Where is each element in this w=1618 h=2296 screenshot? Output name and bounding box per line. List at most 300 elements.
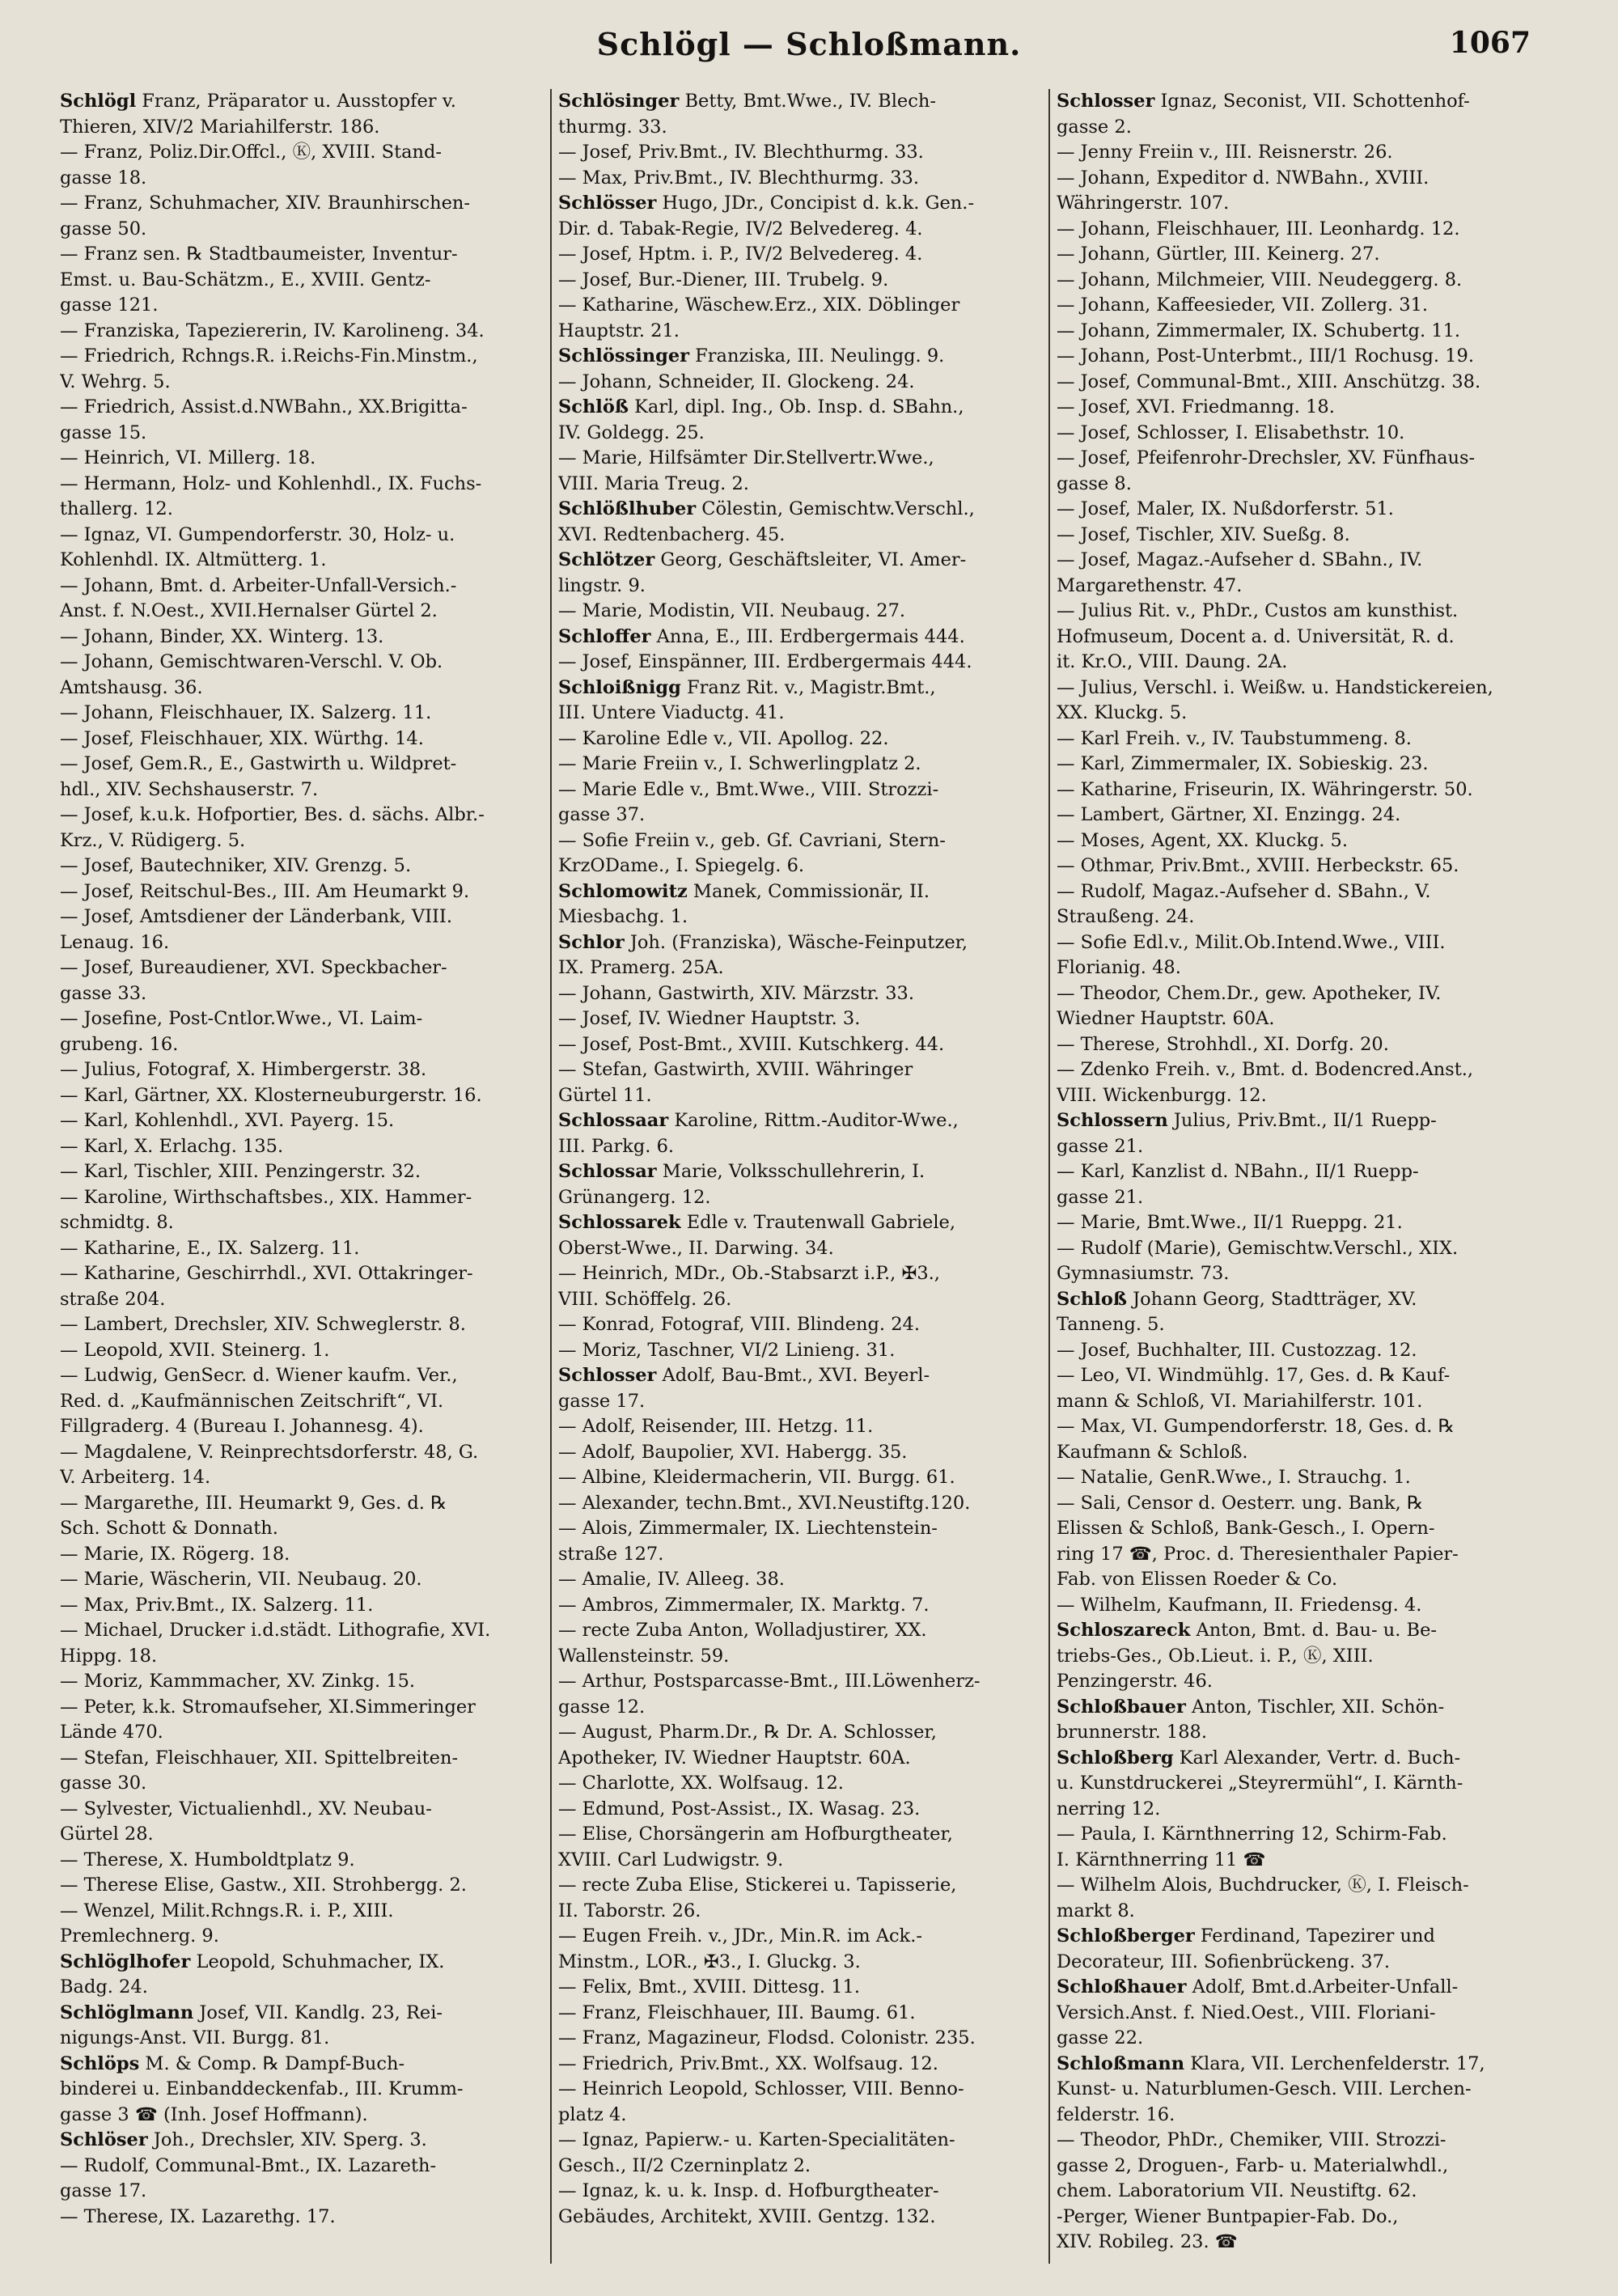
entry-text: — Sylvester, Victualienhdl., XV. Neubau-	[60, 1798, 432, 1819]
directory-line	[558, 472, 1032, 498]
directory-line	[60, 89, 534, 115]
directory-line	[558, 370, 1032, 396]
surname-heading: Schlöps	[60, 2052, 140, 2074]
directory-line	[558, 1746, 1032, 1772]
surname-heading: Schloßberg	[1057, 1747, 1174, 1769]
directory-line	[558, 828, 1032, 854]
entry-text: Apotheker, IV. Wiedner Hauptstr. 60A.	[558, 1747, 911, 1769]
entry-text: triebs-Ges., Ob.Lieut. i. P., Ⓚ, XIII.	[1057, 1645, 1374, 1667]
directory-line	[558, 140, 1032, 166]
directory-line	[1057, 1848, 1531, 1874]
directory-line	[1057, 115, 1531, 141]
directory-line	[1057, 1108, 1531, 1134]
directory-line	[558, 268, 1032, 294]
entry-text: Wiedner Hauptstr. 60A.	[1057, 1008, 1275, 1029]
directory-line	[1057, 727, 1531, 752]
entry-text: — Albine, Kleidermacherin, VII. Burgg. 61.	[558, 1467, 955, 1488]
directory-line	[60, 599, 534, 625]
entry-text: — Karoline Edle v., VII. Apollog. 22.	[558, 727, 889, 749]
directory-line	[60, 2001, 534, 2027]
entry-text: VIII. Wickenburgg. 12.	[1057, 1084, 1267, 1106]
surname-heading: Schlössinger	[558, 345, 690, 366]
entry-text: Red. d. „Kaufmännischen Zeitschrift“, VI.	[60, 1390, 444, 1412]
entry-text: XVIII. Carl Ludwigstr. 9.	[558, 1849, 784, 1870]
directory-line	[60, 446, 534, 472]
entry-text: — Josef, Amtsdiener der Länderbank, VIII.	[60, 906, 452, 927]
directory-line	[558, 1236, 1032, 1262]
entry-text: — Johann, Zimmermaler, IX. Schubertg. 11.	[1057, 320, 1461, 341]
directory-line	[1057, 1159, 1531, 1185]
entry-text: — Therese, X. Humboldtplatz 9.	[60, 1849, 355, 1870]
directory-line	[60, 727, 534, 752]
directory-line	[60, 395, 534, 421]
directory-line	[60, 2205, 534, 2230]
directory-line	[60, 523, 534, 549]
directory-line	[558, 879, 1032, 905]
directory-line	[1057, 1363, 1531, 1389]
entry-text: XVI. Redtenbacherg. 45.	[558, 523, 786, 545]
directory-line	[558, 1057, 1032, 1083]
entry-text: — Stefan, Fleischhauer, XII. Spittelbreiten-	[60, 1747, 459, 1769]
entry-text: — Josef, Pfeifenrohr-Drechsler, XV. Fünfhaus-	[1057, 447, 1476, 468]
directory-line	[1057, 803, 1531, 828]
entry-text: Thieren, XIV/2 Mariahilferstr. 186.	[60, 116, 380, 138]
directory-line	[558, 1083, 1032, 1109]
directory-line	[1057, 1975, 1531, 2001]
entry-text: — Wenzel, Milit.Rchngs.R. i. P., XIII.	[60, 1900, 394, 1921]
entry-text: — Adolf, Reisender, III. Hetzg. 11.	[558, 1416, 874, 1437]
directory-line	[558, 1210, 1032, 1236]
directory-line	[60, 1516, 534, 1542]
directory-line	[1057, 242, 1531, 268]
entry-text: KrzODame., I. Spiegelg. 6.	[558, 855, 805, 876]
entry-text: — Therese, IX. Lazarethg. 17.	[60, 2205, 336, 2227]
entry-text: Premlechnerg. 9.	[60, 1925, 219, 1947]
entry-text: Hofmuseum, Docent a. d. Universität, R. d.	[1057, 625, 1455, 647]
directory-line	[558, 904, 1032, 930]
surname-heading: Schloßhauer	[1057, 1976, 1187, 1997]
directory-line	[60, 1924, 534, 1950]
directory-line	[1057, 2052, 1531, 2078]
page-header	[49, 26, 1569, 74]
entry-text: — Johann, Post-Unterbmt., III/1 Rochusg. 19.	[1057, 345, 1474, 366]
directory-line	[558, 1491, 1032, 1517]
entry-text: — Sofie Edl.v., Milit.Ob.Intend.Wwe., VIII.	[1057, 931, 1446, 953]
directory-line	[1057, 1797, 1531, 1823]
surname-heading: Schlößlhuber	[558, 498, 697, 519]
entry-text: Penzingerstr. 46.	[1057, 1671, 1213, 1692]
entry-text: — Josef, Magaz.-Aufseher d. SBahn., IV.	[1057, 549, 1423, 570]
directory-line	[60, 140, 534, 166]
entry-text: gasse 121.	[60, 294, 159, 316]
entry-text: Cölestin, Gemischtw.Verschl.,	[696, 498, 975, 519]
entry-text: — Ignaz, VI. Gumpendorferstr. 30, Holz- u.	[60, 523, 455, 545]
directory-line	[1057, 1261, 1531, 1287]
entry-text: Anton, Tischler, XII. Schön-	[1185, 1696, 1445, 1718]
directory-line	[60, 879, 534, 905]
entry-text: — August, Pharm.Dr., ℞ Dr. A. Schlosser,	[558, 1722, 937, 1743]
entry-text: nigungs-Anst. VII. Burgg. 81.	[60, 2027, 330, 2048]
directory-line	[558, 1797, 1032, 1823]
directory-line	[1057, 1440, 1531, 1466]
entry-text: I. Kärnthnerring 11 ☎	[1057, 1849, 1266, 1870]
entry-text: — Josef, Fleischhauer, XIX. Würthg. 14.	[60, 727, 424, 749]
entry-text: Anton, Bmt. d. Bau- u. Be-	[1190, 1620, 1437, 1641]
entry-text: — Marie, IX. Rögerg. 18.	[60, 1543, 290, 1565]
directory-line	[558, 319, 1032, 345]
directory-line	[60, 1287, 534, 1313]
entry-text: Oberst-Wwe., II. Darwing. 34.	[558, 1237, 834, 1259]
directory-line	[60, 217, 534, 243]
entry-text: Tanneng. 5.	[1057, 1314, 1165, 1335]
entry-text: — Franziska, Tapeziererin, IV. Karolineng. 34.	[60, 320, 485, 341]
entry-text: — Leo, VI. Windmühlg. 17, Ges. d. ℞ Kauf-	[1057, 1365, 1451, 1386]
entry-text: -Perger, Wiener Buntpapier-Fab. Do.,	[1057, 2205, 1399, 2227]
entry-text: — Adolf, Baupolier, XVI. Habergg. 35.	[558, 1441, 908, 1463]
directory-line	[558, 1593, 1032, 1619]
directory-line	[60, 1083, 534, 1109]
directory-line	[558, 2077, 1032, 2103]
entry-text: — Marie, Modistin, VII. Neubaug. 27.	[558, 600, 906, 621]
entry-text: IX. Pramerg. 25A.	[558, 957, 724, 978]
directory-line	[558, 1542, 1032, 1568]
entry-text: — Johann, Gürtler, III. Keinerg. 27.	[1057, 244, 1380, 265]
directory-line	[1057, 166, 1531, 192]
directory-line	[60, 1389, 534, 1415]
directory-line	[558, 395, 1032, 421]
directory-line	[558, 676, 1032, 701]
directory-line	[60, 625, 534, 650]
entry-text: gasse 2, Droguen-, Farb- u. Materialwhdl.,	[1057, 2154, 1449, 2176]
entry-text: — Karl, Tischler, XIII. Penzingerstr. 32.	[60, 1161, 421, 1182]
entry-text: — Max, Priv.Bmt., IV. Blechthurmg. 33.	[558, 167, 920, 189]
directory-line	[558, 1567, 1032, 1593]
entry-text: gasse 50.	[60, 218, 147, 239]
entry-text: binderei u. Einbanddeckenfab., III. Krumm-	[60, 2078, 464, 2099]
directory-line	[1057, 344, 1531, 370]
entry-text: — Magdalene, V. Reinprechtsdorferstr. 48, G.	[60, 1441, 479, 1463]
entry-text: — Marie, Bmt.Wwe., II/1 Rueppg. 21.	[1057, 1212, 1403, 1233]
entry-text: gasse 3 ☎ (Inh. Josef Hoffmann).	[60, 2103, 368, 2125]
directory-line	[60, 1006, 534, 1032]
surname-heading: Schlöglhofer	[60, 1951, 191, 1972]
entry-text: Emst. u. Bau-Schätzm., E., XVIII. Gentz-	[60, 269, 431, 290]
entry-text: Marie, Volksschullehrerin, I.	[656, 1161, 925, 1182]
entry-text: — Josef, Reitschul-Bes., III. Am Heumarkt 9.	[60, 880, 470, 902]
directory-line	[1057, 1414, 1531, 1440]
directory-line	[1057, 1185, 1531, 1211]
directory-line	[60, 2077, 534, 2103]
directory-line	[558, 89, 1032, 115]
directory-line	[1057, 625, 1531, 650]
entry-text: Georg, Geschäftsleiter, VI. Amer-	[654, 549, 967, 570]
entry-text: — Josef, Hptm. i. P., IV/2 Belvedereg. 4.	[558, 244, 923, 265]
directory-line	[558, 1261, 1032, 1287]
entry-text: — Katharine, E., IX. Salzerg. 11.	[60, 1237, 360, 1259]
directory-line	[558, 1618, 1032, 1644]
entry-text: — Karl, Zimmermaler, IX. Sobieskig. 23.	[1057, 753, 1429, 774]
entry-text: gasse 2.	[1057, 116, 1132, 138]
directory-line	[60, 1822, 534, 1848]
entry-text: — Max, VI. Gumpendorferstr. 18, Ges. d. ℞	[1057, 1416, 1455, 1437]
directory-line	[1057, 1491, 1531, 1517]
entry-text: Gürtel 28.	[60, 1824, 154, 1845]
directory-line	[1057, 1950, 1531, 1976]
directory-line	[60, 1134, 534, 1160]
entry-text: gasse 17.	[60, 2180, 147, 2201]
entry-text: — Josef, Post-Bmt., XVIII. Kutschkerg. 44.	[558, 1033, 945, 1055]
directory-line	[558, 344, 1032, 370]
directory-line	[558, 1975, 1032, 2001]
directory-line	[1057, 1618, 1531, 1644]
directory-line	[1057, 2179, 1531, 2205]
directory-line	[558, 1771, 1032, 1797]
directory-line	[1057, 472, 1531, 498]
entry-text: XX. Kluckg. 5.	[1057, 702, 1188, 723]
entry-text: II. Taborstr. 26.	[558, 1900, 701, 1921]
directory-line	[60, 1720, 534, 1746]
directory-line	[60, 1797, 534, 1823]
surname-heading: Schlomowitz	[558, 880, 688, 902]
surname-heading: Schlösser	[558, 193, 657, 214]
directory-line	[558, 1185, 1032, 1211]
directory-line	[1057, 2205, 1531, 2230]
directory-line	[1057, 904, 1531, 930]
directory-line	[1057, 2001, 1531, 2027]
directory-line	[558, 2128, 1032, 2154]
entry-text: Wallensteinstr. 59.	[558, 1645, 730, 1667]
directory-line	[1057, 1465, 1531, 1491]
directory-line	[558, 1338, 1032, 1364]
directory-line	[60, 955, 534, 981]
entry-text: — Johann, Fleischhauer, III. Leonhardg. 12.	[1057, 218, 1460, 239]
directory-line	[558, 1389, 1032, 1415]
directory-line	[558, 497, 1032, 523]
entry-text: Franz, Präparator u. Ausstopfer v.	[136, 91, 456, 112]
directory-line	[1057, 1644, 1531, 1670]
entry-text: VIII. Maria Treug. 2.	[558, 472, 749, 494]
entry-text: Versich.Anst. f. Nied.Oest., VIII. Floriani-	[1057, 2002, 1436, 2023]
directory-line	[60, 293, 534, 319]
entry-text: — Josefine, Post-Cntlor.Wwe., VI. Laim-	[60, 1008, 423, 1029]
directory-line	[60, 803, 534, 828]
entry-text: — Marie Edle v., Bmt.Wwe., VIII. Strozzi-	[558, 778, 939, 800]
entry-text: Anst. f. N.Oest., XVII.Hernalser Gürtel 2.	[60, 600, 438, 621]
entry-text: — Konrad, Fotograf, VIII. Blindeng. 24.	[558, 1314, 921, 1335]
directory-line	[558, 1414, 1032, 1440]
entry-text: — Josef, IV. Wiedner Hauptstr. 3.	[558, 1008, 861, 1029]
directory-line	[558, 2052, 1032, 2078]
directory-line	[558, 574, 1032, 599]
directory-line	[1057, 140, 1531, 166]
entry-text: — Theodor, Chem.Dr., gew. Apotheker, IV.	[1057, 982, 1442, 1004]
surname-heading: Schlossarek	[558, 1212, 681, 1233]
entry-text: III. Untere Viaductg. 41.	[558, 702, 785, 723]
directory-line	[60, 242, 534, 268]
entry-text: u. Kunstdruckerei „Steyrermühl“, I. Kärnth-	[1057, 1773, 1463, 1794]
entry-text: — Marie, Hilfsämter Dir.Stellvertr.Wwe.,	[558, 447, 934, 468]
entry-text: Ignaz, Seconist, VII. Schottenhof-	[1154, 91, 1470, 112]
directory-line	[558, 1440, 1032, 1466]
directory-line	[558, 217, 1032, 243]
directory-line	[558, 523, 1032, 549]
entry-text: Ferdinand, Tapezirer und	[1194, 1925, 1435, 1947]
entry-text: — Amalie, IV. Alleeg. 38.	[558, 1569, 785, 1590]
entry-text: — Margarethe, III. Heumarkt 9, Ges. d. ℞	[60, 1492, 447, 1514]
entry-text: — Ignaz, k. u. k. Insp. d. Hofburgtheater-	[558, 2180, 939, 2201]
entry-text: — Julius, Fotograf, X. Himbergerstr. 38.	[60, 1059, 427, 1080]
entry-text: brunnerstr. 188.	[1057, 1722, 1207, 1743]
entry-text: — Karl, Kanzlist d. NBahn., II/1 Ruepp-	[1057, 1161, 1419, 1182]
directory-line	[60, 548, 534, 574]
entry-text: Fillgraderg. 4 (Bureau I. Johannesg. 4).	[60, 1416, 424, 1437]
directory-line	[60, 1542, 534, 1568]
directory-line	[60, 574, 534, 599]
directory-line	[60, 1669, 534, 1695]
entry-text: V. Wehrg. 5.	[60, 371, 171, 392]
entry-text: — Katharine, Friseurin, IX. Währingerstr. 50.	[1057, 778, 1473, 800]
surname-heading: Schloßmann	[1057, 2052, 1185, 2074]
directory-line	[1057, 879, 1531, 905]
directory-line	[60, 1338, 534, 1364]
directory-line	[558, 2154, 1032, 2180]
entry-text: — Franz, Schuhmacher, XIV. Braunhirschen-	[60, 193, 471, 214]
entry-text: — Eugen Freih. v., JDr., Min.R. im Ack.-	[558, 1925, 922, 1947]
entry-text: — Karl, Gärtner, XX. Klosterneuburgerstr. 16.	[60, 1084, 482, 1106]
directory-line	[60, 1108, 534, 1134]
entry-text: Karl Alexander, Vertr. d. Buch-	[1173, 1747, 1461, 1769]
directory-line	[60, 854, 534, 879]
surname-heading: Schlossaar	[558, 1110, 669, 1131]
directory-line	[1057, 2077, 1531, 2103]
entry-text: Gesch., II/2 Czerninplatz 2.	[558, 2154, 811, 2176]
directory-line	[60, 1899, 534, 1925]
entry-text: XIV. Robileg. 23. ☎	[1057, 2231, 1238, 2252]
column-divider	[550, 89, 552, 2264]
directory-column-right	[1057, 89, 1531, 2256]
entry-text: — Arthur, Postsparcasse-Bmt., III.Löwenherz-	[558, 1671, 981, 1692]
directory-line	[1057, 1057, 1531, 1083]
entry-text: — Felix, Bmt., XVIII. Dittesg. 11.	[558, 1976, 861, 1997]
directory-column-left	[60, 89, 534, 2230]
entry-text: — Josef, Bur.-Diener, III. Trubelg. 9.	[558, 269, 889, 290]
entry-text: — Wilhelm, Kaufmann, II. Friedensg. 4.	[1057, 1594, 1422, 1616]
directory-line	[60, 2154, 534, 2180]
entry-text: — Hermann, Holz- und Kohlenhdl., IX. Fuchs-	[60, 472, 482, 494]
directory-line	[558, 1899, 1032, 1925]
directory-line	[558, 1822, 1032, 1848]
surname-heading: Schloßbauer	[1057, 1696, 1186, 1718]
surname-heading: Schlossern	[1057, 1110, 1168, 1131]
entry-text: — Josef, Communal-Bmt., XIII. Anschützg. 38.	[1057, 371, 1481, 392]
entry-text: VIII. Schöffelg. 26.	[558, 1288, 732, 1310]
entry-text: Krz., V. Rüdigerg. 5.	[60, 829, 246, 851]
entry-text: Margarethenstr. 47.	[1057, 574, 1243, 596]
entry-text: — Othmar, Priv.Bmt., XVIII. Herbeckstr. 65.	[1057, 855, 1459, 876]
directory-line	[558, 191, 1032, 217]
entry-text: — Therese, Strohhdl., XI. Dorfg. 20.	[1057, 1033, 1389, 1055]
directory-line	[60, 115, 534, 141]
directory-line	[60, 701, 534, 727]
entry-text: — Josef, Bautechniker, XIV. Grenzg. 5.	[60, 855, 412, 876]
directory-line	[1057, 1822, 1531, 1848]
directory-line	[60, 650, 534, 676]
entry-text: gasse 15.	[60, 421, 147, 443]
directory-line	[558, 1159, 1032, 1185]
entry-text: — Rudolf, Communal-Bmt., IX. Lazareth-	[60, 2154, 437, 2176]
entry-text: gasse 30.	[60, 1773, 147, 1794]
directory-line	[60, 370, 534, 396]
entry-text: Amtshausg. 36.	[60, 676, 203, 698]
directory-line	[1057, 1899, 1531, 1925]
entry-text: — Josef, Einspänner, III. Erdbergermais 444.	[558, 651, 972, 672]
entry-text: — Sofie Freiin v., geb. Gf. Cavriani, Stern-	[558, 829, 946, 851]
entry-text: Hippg. 18.	[60, 1645, 158, 1667]
directory-line	[1057, 2103, 1531, 2129]
surname-heading: Schlosser	[1057, 91, 1155, 112]
entry-text: Gymnasiumstr. 73.	[1057, 1263, 1230, 1284]
directory-line	[558, 955, 1032, 981]
entry-text: Fab. von Elissen Roeder & Co.	[1057, 1569, 1338, 1590]
directory-line	[1057, 1873, 1531, 1899]
entry-text: — Josef, k.u.k. Hofportier, Bes. d. sächs. Albr.-	[60, 804, 485, 825]
directory-line	[60, 497, 534, 523]
entry-text: — Zdenko Freih. v., Bmt. d. Bodencred.Anst.,	[1057, 1059, 1474, 1080]
entry-text: — Jenny Freiin v., III. Reisnerstr. 26.	[1057, 142, 1393, 163]
directory-line	[558, 625, 1032, 650]
directory-line	[558, 1848, 1032, 1874]
directory-line	[1057, 1236, 1531, 1262]
directory-line	[1057, 2230, 1531, 2256]
directory-line	[60, 421, 534, 447]
directory-line	[558, 2179, 1032, 2205]
entry-text: Julius, Priv.Bmt., II/1 Ruepp-	[1167, 1110, 1437, 1131]
entry-text: nerring 12.	[1057, 1798, 1161, 1819]
directory-line	[1057, 1516, 1531, 1542]
surname-heading: Schloffer	[558, 625, 651, 647]
entry-text: — Karl, Kohlenhdl., XVI. Payerg. 15.	[60, 1110, 395, 1131]
directory-line	[1057, 1287, 1531, 1313]
entry-text: — Ludwig, GenSecr. d. Wiener kaufm. Ver.,	[60, 1365, 458, 1386]
directory-line	[558, 777, 1032, 803]
entry-text: Gürtel 11.	[558, 1084, 652, 1106]
entry-text: gasse 37.	[558, 804, 646, 825]
entry-text: — Wilhelm Alois, Buchdrucker, Ⓚ, I. Fleisch-	[1057, 1875, 1469, 1896]
directory-line	[60, 752, 534, 777]
entry-text: — recte Zuba Anton, Wolladjustirer, XX.	[558, 1620, 927, 1641]
directory-line	[558, 1720, 1032, 1746]
surname-heading: Schlösinger	[558, 91, 680, 112]
directory-line	[60, 1593, 534, 1619]
entry-text: — Josef, Priv.Bmt., IV. Blechthurmg. 33.	[558, 142, 924, 163]
entry-text: Franz Rit. v., Magistr.Bmt.,	[680, 676, 936, 698]
entry-text: — Sali, Censor d. Oesterr. ung. Bank, ℞	[1057, 1492, 1424, 1514]
entry-text: Edle v. Trautenwall Gabriele,	[680, 1212, 955, 1233]
directory-line	[1057, 395, 1531, 421]
directory-line	[60, 191, 534, 217]
entry-text: mann & Schloß, VI. Mariahilferstr. 101.	[1057, 1390, 1423, 1412]
directory-line	[1057, 89, 1531, 115]
entry-text: — Marie Freiin v., I. Schwerlingplatz 2.	[558, 753, 921, 774]
directory-line	[558, 854, 1032, 879]
entry-text: gasse 21.	[1057, 1186, 1144, 1208]
entry-text: — Franz sen. ℞ Stadtbaumeister, Inventur-	[60, 244, 458, 265]
entry-text: — Heinrich, VI. Millerg. 18.	[60, 447, 316, 468]
entry-text: platz 4.	[558, 2103, 627, 2125]
directory-line	[60, 1746, 534, 1772]
entry-text: felderstr. 16.	[1057, 2103, 1175, 2125]
entry-text: Währingerstr. 107.	[1057, 193, 1230, 214]
